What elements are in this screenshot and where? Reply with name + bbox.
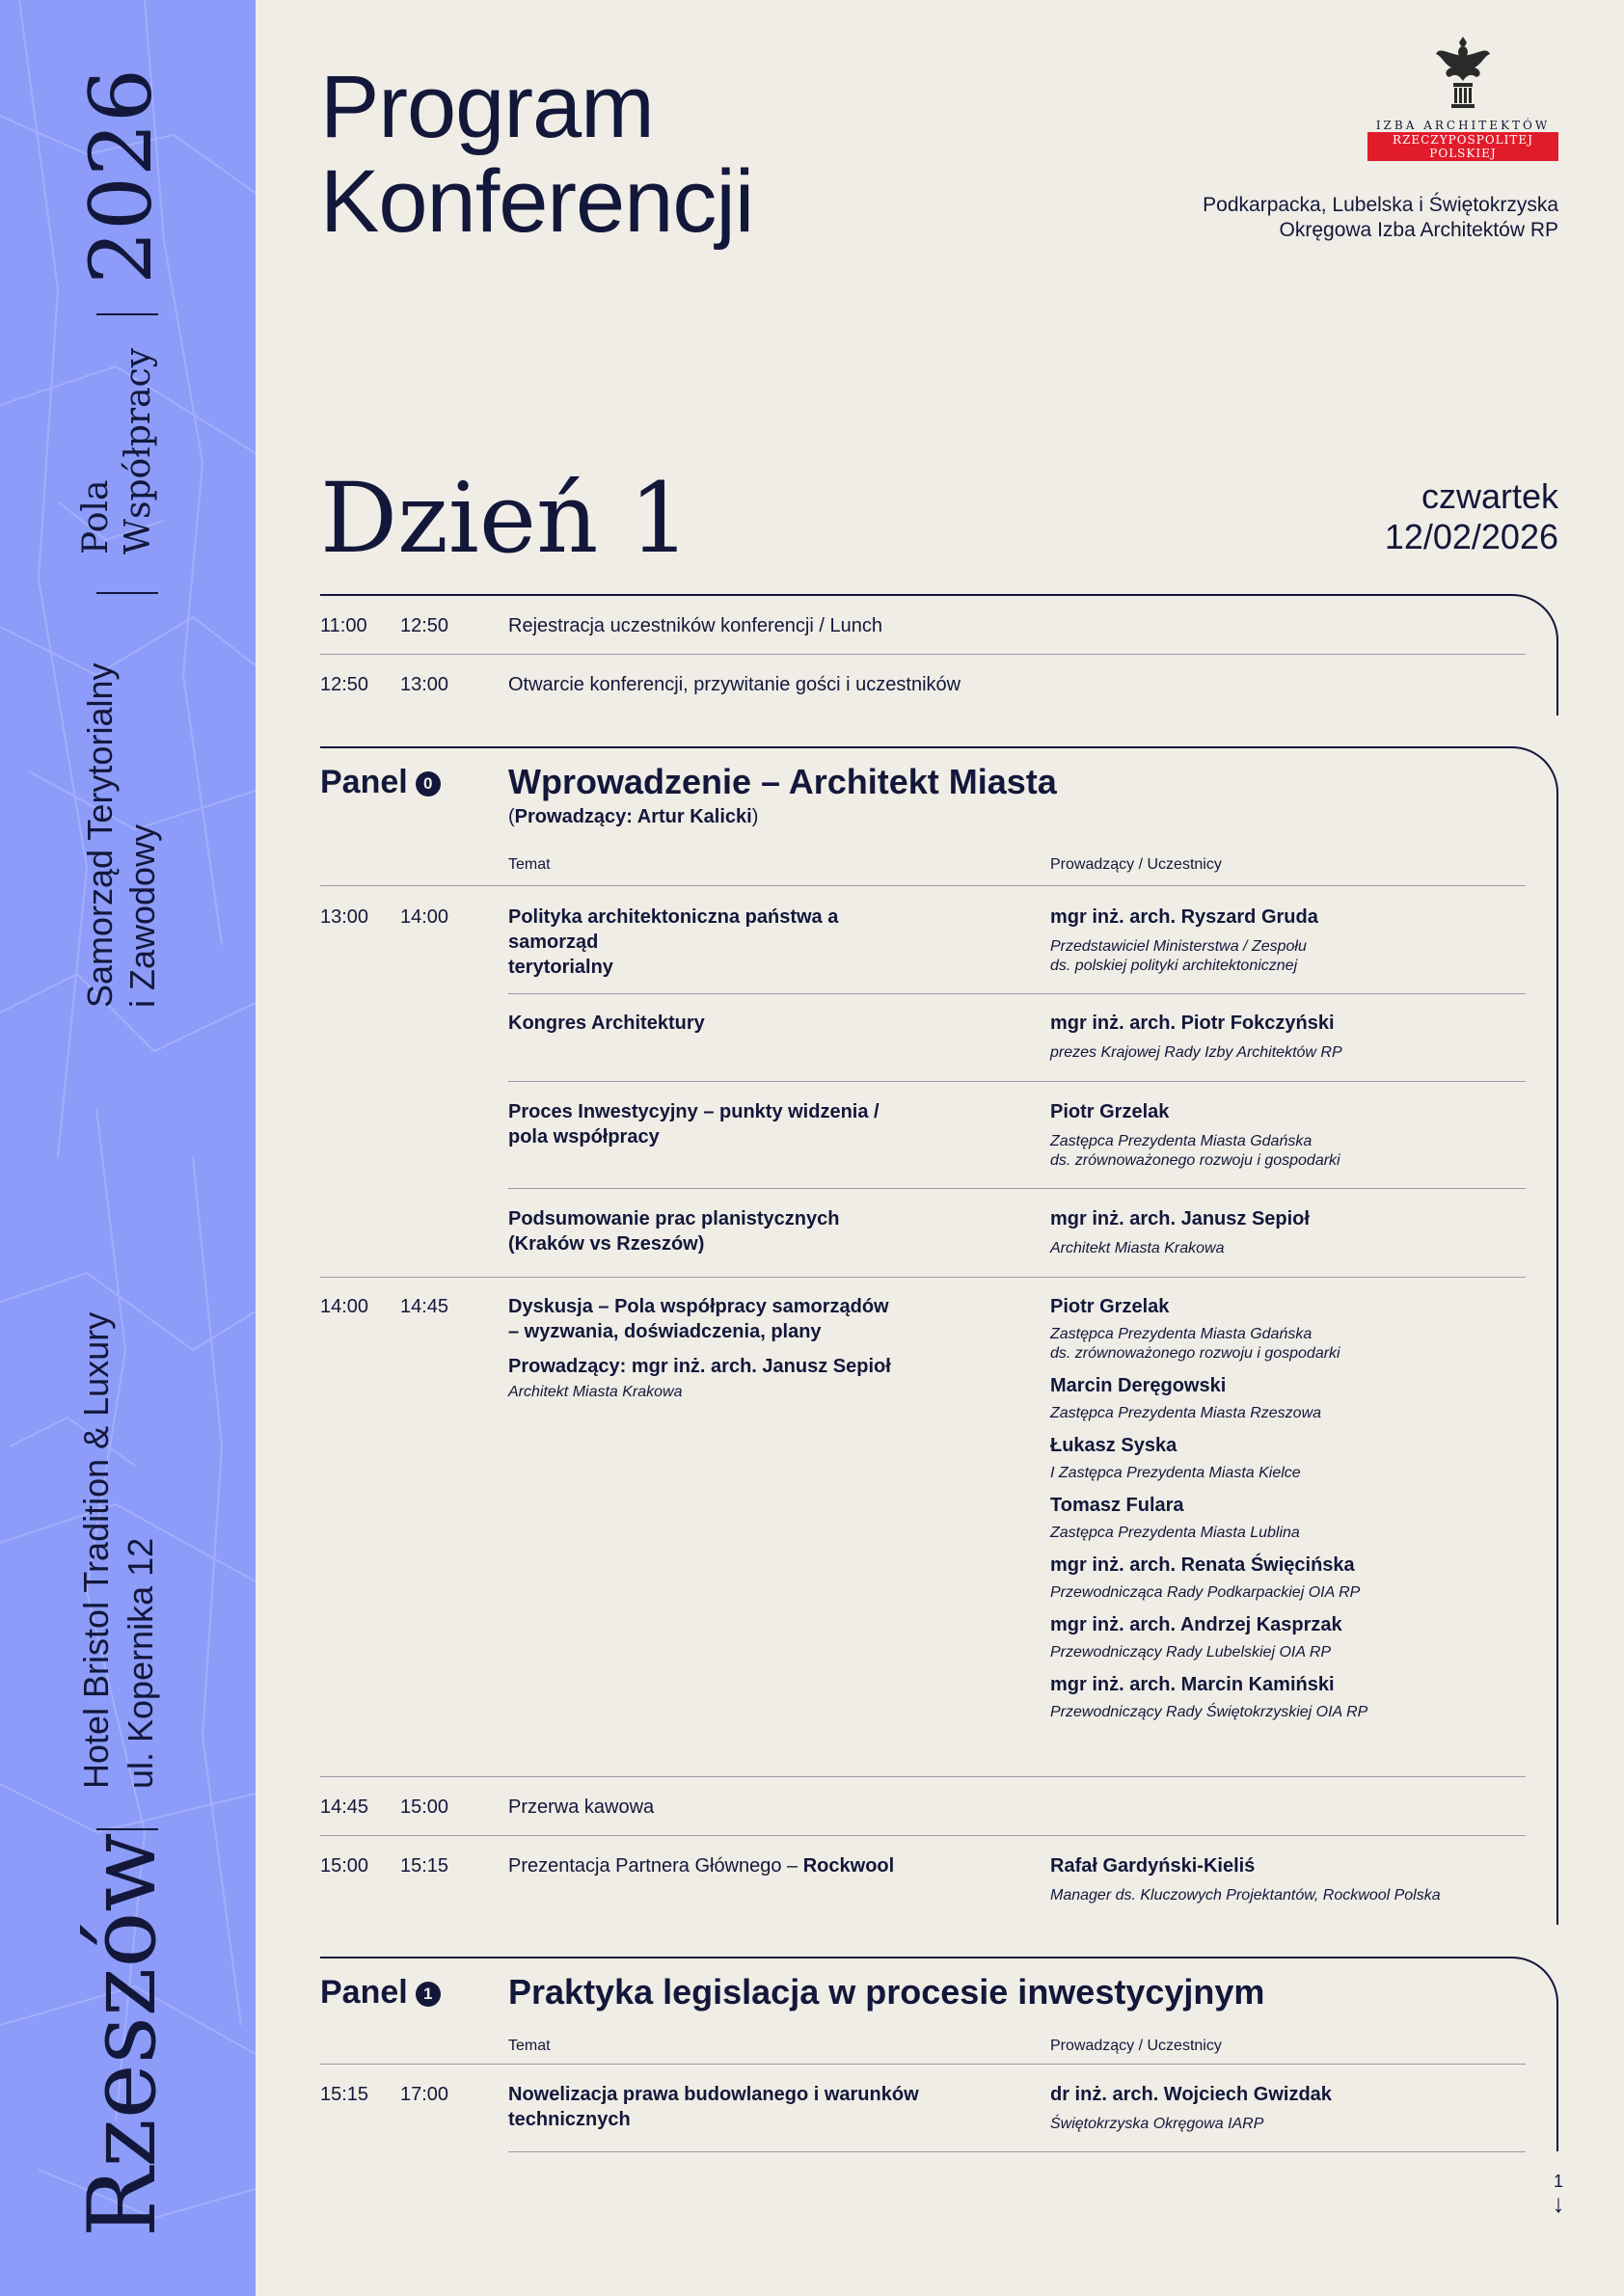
person-name: mgr inż. arch. Andrzej Kasprzak bbox=[1050, 1614, 1342, 1635]
row-people bbox=[1050, 2082, 1523, 2134]
participant bbox=[1050, 1612, 1523, 1662]
panel-1-title: Praktyka legislacja w procesie inwestycyjnym bbox=[508, 1972, 1265, 2012]
role-line: ds. zrównoważonego rozwoju i gospodarki bbox=[1050, 1345, 1340, 1362]
row-divider bbox=[320, 1776, 1526, 1777]
izba-logo bbox=[1367, 37, 1558, 161]
role-line: prezes Krajowej Rady Izby Architektów RP bbox=[1050, 1044, 1342, 1061]
sidebar-theme-line2: Współpracy bbox=[119, 347, 158, 554]
topic-line: Dyskusja – Pola współpracy samorządów bbox=[508, 1296, 889, 1317]
time-start: 14:00 bbox=[320, 1296, 369, 1317]
panel-0-moderator bbox=[508, 806, 758, 828]
sidebar-divider bbox=[96, 1828, 158, 1830]
panel-0-block bbox=[320, 746, 1558, 1925]
chamber-name bbox=[1203, 193, 1558, 243]
block-corner bbox=[1510, 594, 1558, 716]
participant bbox=[1050, 1433, 1523, 1483]
sidebar-subtitle-line1: Samorząd Terytorialny bbox=[80, 662, 120, 1008]
day-date bbox=[1385, 476, 1558, 557]
topic-line: terytorialny bbox=[508, 957, 613, 978]
row-topic: Otwarcie konferencji, przywitanie gości i uczestników bbox=[508, 674, 961, 695]
time-start: 15:15 bbox=[320, 2084, 369, 2105]
role-line: ds. polskiej polityki architektonicznej bbox=[1050, 958, 1298, 974]
time-end: 17:00 bbox=[400, 2084, 449, 2105]
time-start: 12:50 bbox=[320, 674, 369, 695]
role-line: Zastępca Prezydenta Miasta Gdańska bbox=[1050, 1133, 1313, 1149]
column-header-topic: Temat bbox=[508, 856, 551, 873]
row-topic bbox=[508, 1206, 933, 1256]
person-name: Łukasz Syska bbox=[1050, 1435, 1177, 1456]
person-name: Tomasz Fulara bbox=[1050, 1495, 1184, 1516]
sidebar-venue-line2: ul. Kopernika 12 bbox=[121, 1537, 160, 1789]
panel-1-label bbox=[320, 1974, 441, 2012]
topic-line: – wyzwania, doświadczenia, plany bbox=[508, 1321, 822, 1342]
column-header-topic: Temat bbox=[508, 2038, 551, 2054]
column-header-people: Prowadzący / Uczestnicy bbox=[1050, 2038, 1222, 2054]
row-people bbox=[1050, 1853, 1523, 1905]
time-start: 11:00 bbox=[320, 615, 367, 636]
block-rule bbox=[320, 1957, 1511, 1958]
row-topic bbox=[508, 905, 933, 980]
row-divider bbox=[320, 2064, 1526, 2065]
column-header-people: Prowadzący / Uczestnicy bbox=[1050, 856, 1222, 873]
person-role: Zastępca Prezydenta Miasta Lublina bbox=[1050, 1525, 1300, 1541]
row-divider bbox=[508, 1081, 1526, 1082]
sidebar-divider bbox=[96, 592, 158, 594]
person-name: mgr inż. arch. Janusz Sepioł bbox=[1050, 1208, 1310, 1229]
day-weekday: czwartek bbox=[1421, 476, 1558, 516]
role-line: Architekt Miasta Krakowa bbox=[1050, 1240, 1225, 1256]
topic-line: Kongres Architektury bbox=[508, 1013, 705, 1034]
time-end: 13:00 bbox=[400, 674, 449, 695]
page-number-value: 1 bbox=[1553, 2172, 1563, 2191]
sidebar-city: Rzeszów bbox=[68, 1832, 176, 2237]
time-end: 14:00 bbox=[400, 906, 449, 928]
time-end: 12:50 bbox=[400, 615, 449, 636]
row-divider bbox=[320, 1835, 1526, 1836]
topic-line: technicznych bbox=[508, 2109, 631, 2130]
time-end: 15:00 bbox=[400, 1796, 449, 1818]
row-people bbox=[1050, 1206, 1523, 1258]
chamber-line1: Podkarpacka, Lubelska i Świętokrzyska bbox=[1203, 194, 1558, 216]
role-line: ds. zrównoważonego rozwoju i gospodarki bbox=[1050, 1152, 1340, 1169]
person-role: Świętokrzyska Okręgowa IARP bbox=[1050, 2116, 1264, 2132]
page-number bbox=[1543, 2172, 1574, 2218]
panel-label-text: Panel bbox=[320, 764, 408, 800]
page-title bbox=[320, 60, 753, 249]
paren-close: ) bbox=[751, 806, 759, 827]
person-role: Przewodniczący Rady Świętokrzyskiej OIA RP bbox=[1050, 1704, 1368, 1720]
time-end: 14:45 bbox=[400, 1296, 449, 1317]
block-rule bbox=[320, 594, 1511, 596]
arrow-down-icon: ↓ bbox=[1552, 2189, 1565, 2218]
person-name: Rafał Gardyński-Kieliś bbox=[1050, 1855, 1256, 1877]
sidebar-venue-line1: Hotel Bristol Tradition & Luxury bbox=[76, 1311, 116, 1789]
page-title-line2: Konferencji bbox=[320, 152, 754, 251]
topic-line: pola współpracy bbox=[508, 1126, 660, 1148]
block-rule bbox=[320, 746, 1511, 748]
participant bbox=[1050, 1373, 1523, 1423]
person-role: Przewodnicząca Rady Podkarpackiej OIA RP bbox=[1050, 1584, 1361, 1601]
day-date-value: 12/02/2026 bbox=[1384, 517, 1558, 556]
row-topic: Rejestracja uczestników konferencji / Lunch bbox=[508, 615, 882, 636]
row-people bbox=[1050, 1294, 1523, 1722]
panel-0-label bbox=[320, 764, 441, 801]
discussion-moderator: Prowadzący: mgr inż. arch. Janusz Sepioł bbox=[508, 1356, 891, 1377]
panel-number-badge: 1 bbox=[416, 1982, 441, 2007]
person-role bbox=[1050, 1132, 1523, 1171]
participant bbox=[1050, 1493, 1523, 1543]
panel-label-text: Panel bbox=[320, 1974, 408, 2011]
panel-0-title: Wprowadzenie – Architekt Miasta bbox=[508, 762, 1057, 801]
time-end: 15:15 bbox=[400, 1855, 449, 1877]
row-topic bbox=[508, 1853, 933, 1878]
row-topic bbox=[508, 1011, 933, 1036]
row-divider bbox=[508, 993, 1526, 994]
paren-open: ( bbox=[508, 806, 515, 827]
sidebar-subtitle-line2: i Zawodowy bbox=[122, 824, 162, 1008]
role-line: Przedstawiciel Ministerstwa / Zespołu bbox=[1050, 938, 1307, 955]
topic-line: Podsumowanie prac planistycznych bbox=[508, 1208, 840, 1229]
person-role: I Zastępca Prezydenta Miasta Kielce bbox=[1050, 1465, 1301, 1481]
row-divider bbox=[508, 2151, 1526, 2152]
logo-text-line2: RZECZYPOSPOLITEJ POLSKIEJ bbox=[1367, 132, 1558, 161]
person-role: Manager ds. Kluczowych Projektantów, Rockwool Polska bbox=[1050, 1887, 1441, 1904]
participant bbox=[1050, 1294, 1523, 1364]
row-divider bbox=[320, 1277, 1526, 1278]
participant bbox=[1050, 1553, 1523, 1603]
sidebar-year: 2026 bbox=[71, 68, 171, 284]
row-topic: Przerwa kawowa bbox=[508, 1796, 655, 1818]
person-role bbox=[1050, 1325, 1523, 1364]
person-name: mgr inż. arch. Renata Święcińska bbox=[1050, 1554, 1355, 1576]
person-name: Piotr Grzelak bbox=[1050, 1101, 1170, 1122]
panel-1-block bbox=[320, 1957, 1558, 2200]
person-name: mgr inż. arch. Marcin Kamiński bbox=[1050, 1674, 1335, 1695]
person-role bbox=[1050, 1239, 1523, 1258]
row-people bbox=[1050, 1011, 1523, 1063]
time-start: 13:00 bbox=[320, 906, 369, 928]
row-people bbox=[1050, 905, 1523, 976]
topic-line: Nowelizacja prawa budowlanego i warunków bbox=[508, 2084, 919, 2105]
person-name: mgr inż. arch. Piotr Fokczyński bbox=[1050, 1013, 1335, 1034]
partner-brand: Rockwool bbox=[802, 1855, 895, 1877]
sidebar-theme-line1: Pola bbox=[76, 479, 116, 554]
sidebar-divider bbox=[96, 313, 158, 315]
person-name: dr inż. arch. Wojciech Gwizdak bbox=[1050, 2084, 1332, 2105]
partner-text: Prezentacja Partnera Głównego – bbox=[508, 1855, 803, 1877]
day-title: Dzień 1 bbox=[320, 462, 690, 575]
row-topic bbox=[508, 2082, 933, 2132]
topic-line: Proces Inwestycyjny – punkty widzenia / bbox=[508, 1101, 880, 1122]
row-topic bbox=[508, 1294, 933, 1402]
person-role bbox=[1050, 1043, 1523, 1063]
person-role: Zastępca Prezydenta Miasta Rzeszowa bbox=[1050, 1405, 1322, 1421]
time-start: 14:45 bbox=[320, 1796, 369, 1818]
person-role bbox=[1050, 937, 1523, 976]
row-divider bbox=[320, 885, 1526, 886]
logo-text-line1: IZBA ARCHITEKTÓW bbox=[1375, 119, 1551, 132]
person-name: mgr inż. arch. Ryszard Gruda bbox=[1050, 906, 1318, 928]
sidebar bbox=[0, 0, 256, 2296]
row-people bbox=[1050, 1099, 1523, 1171]
row-divider bbox=[320, 654, 1526, 655]
discussion-moderator-role: Architekt Miasta Krakowa bbox=[508, 1384, 683, 1400]
opening-block bbox=[320, 594, 1558, 716]
topic-line: (Kraków vs Rzeszów) bbox=[508, 1233, 705, 1255]
panel-number-badge: 0 bbox=[416, 771, 441, 797]
chamber-line2: Okręgowa Izba Architektów RP bbox=[1279, 219, 1558, 241]
row-divider bbox=[508, 1188, 1526, 1189]
topic-line: Polityka architektoniczna państwa a samorząd bbox=[508, 906, 839, 953]
page-title-line1: Program bbox=[320, 58, 654, 156]
time-start: 15:00 bbox=[320, 1855, 369, 1877]
row-topic bbox=[508, 1099, 933, 1149]
person-name: Marcin Deręgowski bbox=[1050, 1375, 1227, 1396]
person-name: Piotr Grzelak bbox=[1050, 1296, 1170, 1317]
person-role: Przewodniczący Rady Lubelskiej OIA RP bbox=[1050, 1644, 1332, 1661]
role-line: Zastępca Prezydenta Miasta Gdańska bbox=[1050, 1326, 1313, 1342]
participant bbox=[1050, 1672, 1523, 1722]
eagle-emblem-icon bbox=[1434, 37, 1492, 112]
moderator-name: Prowadzący: Artur Kalicki bbox=[514, 806, 752, 827]
